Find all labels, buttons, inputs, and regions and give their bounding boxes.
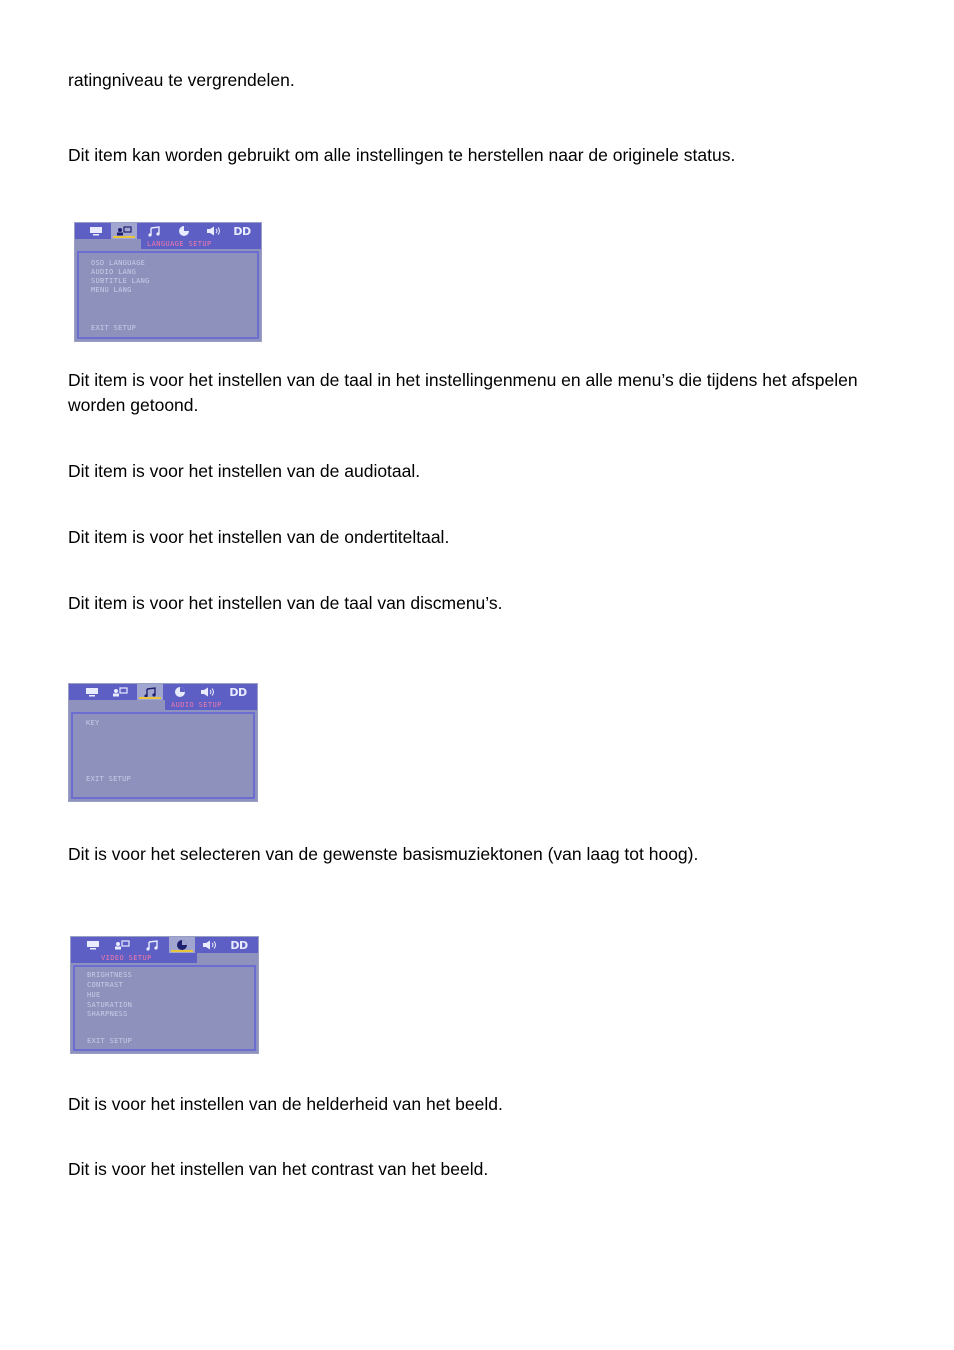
osd-title: AUDIO SETUP — [171, 701, 222, 709]
speaker-icon — [195, 684, 221, 700]
music-note-icon — [141, 223, 167, 239]
dolby-dd-icon — [225, 684, 251, 700]
osd-item-sharpness: SHARPNESS — [87, 1010, 128, 1018]
osd-item-brightness: BRIGHTNESS — [87, 971, 133, 979]
paragraph-contrast: Dit is voor het instellen van het contrast van het beeld. — [68, 1159, 489, 1179]
dolby-dd-label: DD — [233, 224, 251, 238]
osd-item-audio-lang: AUDIO LANG — [91, 268, 137, 276]
osd-item-exit-setup: EXIT SETUP — [87, 1037, 133, 1045]
osd-item-hue: HUE — [87, 991, 101, 999]
language-setup-screenshot — [74, 222, 262, 342]
person-chat-icon — [111, 223, 137, 239]
osd-item-key: KEY — [86, 719, 100, 727]
video-disc-icon — [167, 684, 193, 700]
paragraph-brightness: Dit is voor het instellen van de helderheid van het beeld. — [68, 1094, 503, 1114]
osd-item-contrast: CONTRAST — [87, 981, 124, 989]
paragraph-subtitle-language: Dit item is voor het instellen van de ondertiteltaal. — [68, 527, 450, 547]
monitor-icon — [79, 684, 105, 700]
speaker-icon — [201, 223, 227, 239]
person-chat-icon — [107, 684, 133, 700]
osd-item-exit-setup: EXIT SETUP — [86, 775, 132, 783]
speaker-icon — [197, 937, 223, 953]
dolby-dd-icon — [226, 937, 252, 953]
paragraph-reset-defaults: Dit item kan worden gebruikt om alle instellingen te herstellen naar de originele status. — [68, 145, 736, 165]
osd-item-subtitle-lang: SUBTITLE LANG — [91, 277, 150, 285]
dolby-dd-label: DD — [229, 685, 247, 699]
music-note-icon — [137, 684, 163, 700]
video-disc-icon — [171, 223, 197, 239]
osd-title: VIDEO SETUP — [101, 954, 152, 962]
osd-title: LANGUAGE SETUP — [147, 240, 212, 248]
paragraph-menu-language: Dit item is voor het instellen van de taal van discmenu’s. — [68, 593, 503, 613]
video-disc-icon — [169, 937, 195, 953]
osd-panel — [71, 712, 255, 799]
paragraph-audio-language: Dit item is voor het instellen van de audiotaal. — [68, 461, 421, 481]
monitor-icon — [83, 223, 109, 239]
paragraph-audio-key: Dit is voor het selecteren van de gewenste basismuziektonen (van laag tot hoog). — [68, 844, 699, 864]
paragraph-rating-lock: ratingniveau te vergrendelen. — [68, 70, 295, 90]
osd-panel — [73, 965, 256, 1051]
osd-item-menu-lang: MENU LANG — [91, 286, 132, 294]
video-setup-screenshot — [70, 936, 259, 1054]
osd-item-osd-language: OSD LANGUAGE — [91, 259, 146, 267]
music-note-icon — [139, 937, 165, 953]
osd-item-saturation: SATURATION — [87, 1001, 133, 1009]
osd-panel — [77, 251, 259, 339]
paragraph-osd-language: Dit item is voor het instellen van de taal in het instellingenmenu en alle menu’s die tijdens het afspelen worden getoond. — [68, 370, 858, 415]
monitor-icon — [80, 937, 106, 953]
dolby-dd-label: DD — [230, 938, 248, 952]
audio-setup-screenshot — [68, 683, 258, 802]
person-chat-icon — [109, 937, 135, 953]
osd-item-exit-setup: EXIT SETUP — [91, 324, 137, 332]
dolby-dd-icon — [229, 223, 255, 239]
